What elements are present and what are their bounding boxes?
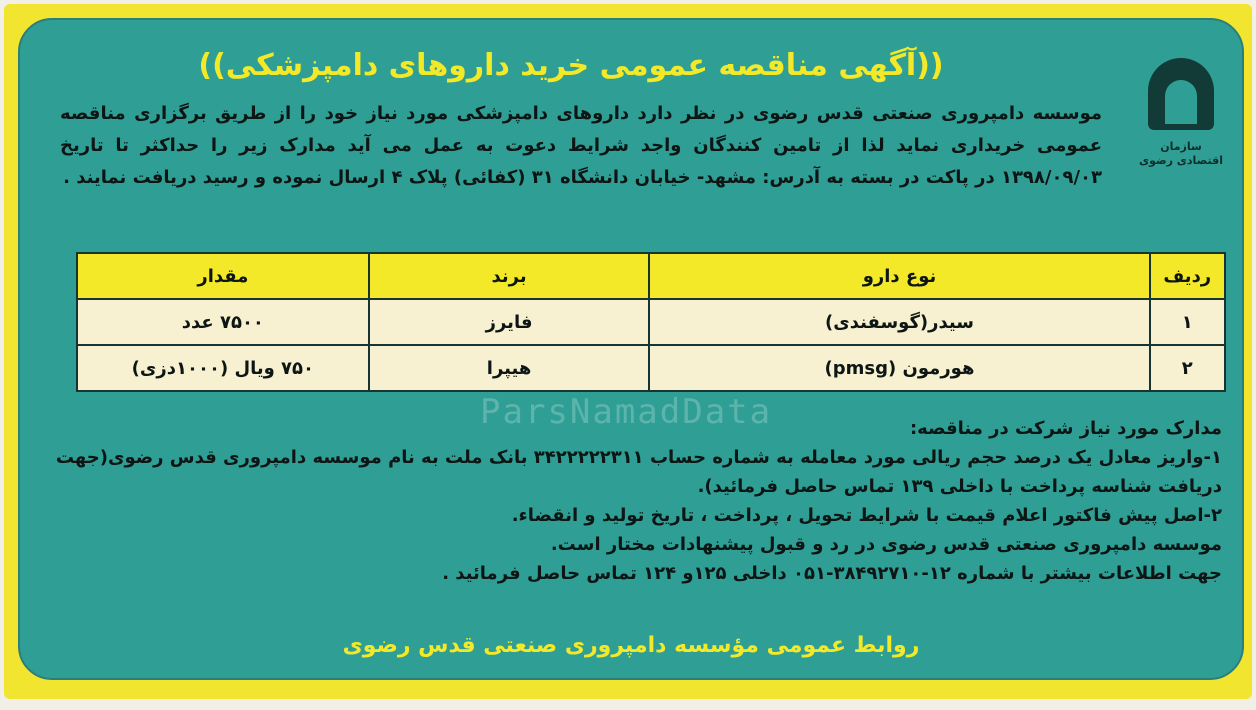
watermark: ParsNamadData xyxy=(480,392,773,432)
logo-icon xyxy=(1136,48,1226,168)
intro-text: موسسه دامپروری صنعتی قدس رضوی در نظر دارد داروهای دامپزشکی مورد نیاز خود را از طریق برگزاری مناقصه عمومی خریداری نماید لذا از تامین کنندگان واجد شرایط دعوت به عمل می آید مدارک زیر را حداکثر تا تاریخ ۱۳۹۸/۰۹/۰۳ در پاکت در بسته به آدرس: مشهد- خیابان دانشگاه ۳۱ (کفائی) پلاک ۴ ارسال نموده و رسید دریافت نمایند . xyxy=(60,103,1102,188)
ad-title: ((آگهی مناقصه عمومی خرید داروهای دامپزشکی)) xyxy=(198,48,944,83)
table-row xyxy=(77,345,1225,391)
footer-signature: روابط عمومی مؤسسه دامپروری صنعتی قدس رضوی xyxy=(342,633,920,658)
row-number: ۲ xyxy=(1150,345,1225,391)
requirements-heading: مدارک مورد نیاز شرکت در مناقصه: xyxy=(909,418,1222,439)
logo-arch xyxy=(1148,58,1214,130)
header-drug-type: نوع دارو xyxy=(649,253,1149,299)
header-row-number: ردیف xyxy=(1150,253,1225,299)
brand: فایرز xyxy=(369,299,650,345)
brand: هیپرا xyxy=(369,345,650,391)
header-quantity: مقدار xyxy=(77,253,369,299)
requirements-section xyxy=(54,414,1222,588)
drug-type: سیدر(گوسفندی) xyxy=(649,299,1149,345)
requirement-item: ۱-واریز معادل یک درصد حجم ریالی مورد معامله به شماره حساب ۳۴۲۲۲۲۲۳۱۱ بانک ملت به نام موسسه دامپروری قدس رضوی(جهت دریافت شناسه پرداخت با داخلی ۱۳۹ تماس حاصل فرمائید). xyxy=(55,447,1222,497)
quantity: ۷۵۰ ویال (۱۰۰۰دزی) xyxy=(77,345,369,391)
ad-panel xyxy=(18,18,1244,680)
drug-type: هورمون (pmsg) xyxy=(649,345,1149,391)
requirement-item: جهت اطلاعات بیشتر با شماره ۱۲-۳۸۴۹۲۷۱۰-۰۵۱ داخلی ۱۲۵و ۱۲۴ تماس حاصل فرمائید . xyxy=(442,563,1222,584)
quantity: ۷۵۰۰ عدد xyxy=(77,299,369,345)
table-row xyxy=(77,299,1225,345)
drug-table xyxy=(76,252,1226,392)
logo-caption: سازمان اقتصادی رضوی xyxy=(1139,140,1223,167)
row-number: ۱ xyxy=(1150,299,1225,345)
table-header-row xyxy=(77,253,1225,299)
requirement-item: ۲-اصل پیش فاکتور اعلام قیمت با شرایط تحویل ، پرداخت ، تاریخ تولید و انقضاء. xyxy=(511,505,1222,526)
ad-frame xyxy=(4,4,1252,699)
header-brand: برند xyxy=(369,253,650,299)
requirement-item: موسسه دامپروری صنعتی قدس رضوی در رد و قبول پیشنهادات مختار است. xyxy=(550,534,1222,555)
